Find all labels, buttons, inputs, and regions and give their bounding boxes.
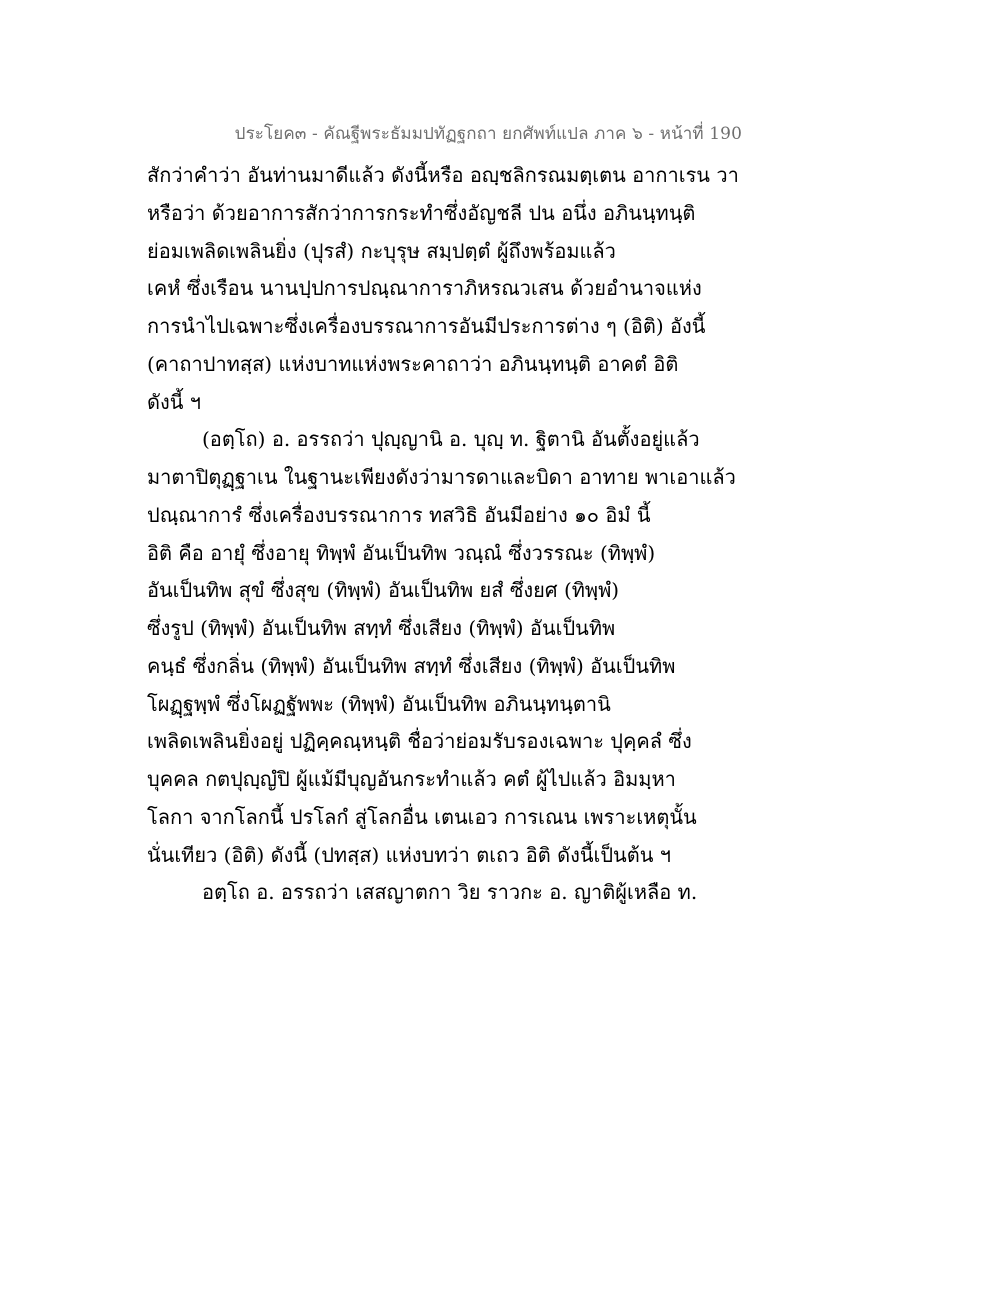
text-line: การนำไปเฉพาะซึ่งเครื่องบรรณาการอันมีประการต่าง ๆ (อิติ) อังนี้: [147, 314, 706, 338]
paragraph-start-line: อตฺโถ อ. อรรถว่า เสสญาตกา วิย ราวกะ อ. ญาติผู้เหลือ ท.: [202, 880, 698, 905]
text-line: ดังนี้ ฯ: [147, 389, 202, 414]
text-line: หรือว่า ด้วยอาการสักว่าการกระทำซึ่งอัญชลี ปน อนึ่ง อภินนฺทนฺติ: [147, 200, 696, 225]
text-line: ปณฺณาการํ ซึ่งเครื่องบรรณาการ ทสวิธิ อันมีอย่าง ๑๐ อิมํ นี้: [147, 502, 651, 527]
text-line: ซึ่งรูป (ทิพฺพํ) อันเป็นทิพ สทฺทํ ซึ่งเสียง (ทิพฺพํ) อันเป็นทิพ: [147, 616, 616, 640]
text-line: โลกา จากโลกนี้ ปรโลกํ สู่โลกอื่น เตนเอว การเณน เพราะเหตุนั้น: [147, 804, 697, 829]
text-line: เพลิดเพลินยิ่งอยู่ ปฏิคฺคณฺหนฺติ ชื่อว่าย่อมรับรองเฉพาะ ปุคฺคลํ ซึ่ง: [147, 729, 692, 754]
text-line: คนฺธํ ซึ่งกลิ่น (ทิพฺพํ) อันเป็นทิพ สทฺทํ ซึ่งเสียง (ทิพฺพํ) อันเป็นทิพ: [147, 653, 676, 678]
text-line: (คาถาปาทสฺส) แห่งบาทแห่งพระคาถาว่า อภินนฺทนฺติ อาคตํ อิติ: [147, 351, 679, 376]
text-line: สักว่าคำว่า อันท่านมาดีแล้ว ดังนี้หรือ อญฺชลิกรณมตฺเตน อากาเรน วา: [147, 163, 739, 187]
text-line: ย่อมเพลิดเพลินยิ่ง (ปุรสํ) กะบุรุษ สมฺปตฺตํ ผู้ถึงพร้อมแล้ว: [147, 238, 616, 263]
text-line: มาตาปิตุฏฺฐาเน ในฐานะเพียงดังว่ามารดาและบิดา อาทาย พาเอาแล้ว: [147, 465, 736, 489]
text-line: บุคคล กตปุญฺญํปิ ผู้แม้มีบุญอันกระทำแล้ว คตํ ผู้ไปแล้ว อิมมฺหา: [147, 767, 676, 791]
text-line: โผฏฺฐพฺพํ ซึ่งโผฏฐัพพะ (ทิพฺพํ) อันเป็นทิพ อภินนฺทนฺตานิ: [147, 691, 611, 716]
text-line: นั่นเทียว (อิติ) ดังนี้ (ปทสฺส) แห่งบทว่า ตเถว อิติ ดังนี้เป็นต้น ฯ: [147, 842, 671, 867]
body-text: [147, 157, 747, 912]
text-line: เคหํ ซึ่งเรือน นานปฺปการปณฺณาการาภิหรณวเสน ด้วยอำนาจแห่ง: [147, 276, 702, 301]
text-line: อันเป็นทิพ สุขํ ซึ่งสุข (ทิพฺพํ) อันเป็นทิพ ยสํ ซึ่งยศ (ทิพฺพํ): [147, 578, 620, 603]
running-header: ประโยค๓ - คัณฐีพระธัมมปทัฏฐกถา ยกศัพท์แปล ภาค ๖ - หน้าที่ 190: [234, 124, 742, 144]
paragraph-start-line: (อตฺโถ) อ. อรรถว่า ปุญฺญานิ อ. บุญฺ ท. ฐิตานิ อันตั้งอยู่แล้ว: [202, 427, 700, 452]
text-line: อิติ คือ อายุํ ซึ่งอายุ ทิพฺพํ อันเป็นทิพ วณฺณํ ซึ่งวรรณะ (ทิพฺพํ): [147, 540, 656, 565]
